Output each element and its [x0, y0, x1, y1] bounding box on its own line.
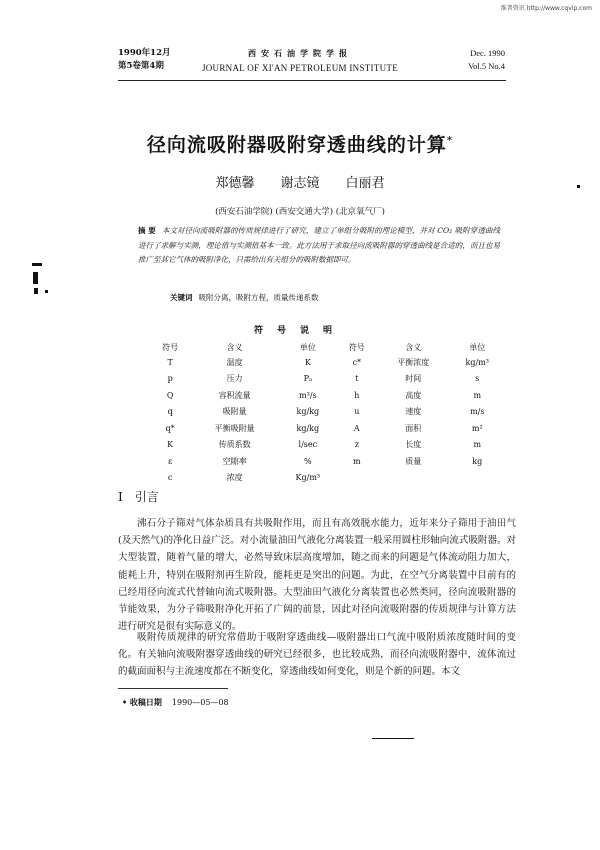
table-cell: kg — [472, 456, 483, 466]
header-cell: 含义 — [405, 342, 422, 352]
table-row — [150, 470, 505, 487]
watermark: 维普资讯 http://www.cqvip.com — [500, 5, 592, 12]
header-cell: 单位 — [469, 342, 486, 352]
table-cell: 浓度 — [226, 473, 243, 483]
scan-mark — [34, 288, 38, 294]
table-cell: ε — [168, 456, 173, 466]
table-cell: q* — [165, 423, 175, 433]
title-text: 径向流吸附器吸附穿透曲线的计算 — [146, 134, 447, 156]
section-title: 引言 — [134, 490, 159, 504]
header-divider — [118, 80, 506, 81]
author-list — [0, 172, 600, 191]
footnote-label: • 收稿日期 — [122, 697, 162, 707]
table-cell: % — [304, 456, 312, 466]
table-cell: m — [473, 440, 482, 450]
table-cell: 容积流量 — [218, 390, 251, 400]
table-cell: 时间 — [405, 374, 422, 384]
footnote-date: 1990—05—08 — [171, 698, 229, 707]
keywords — [170, 292, 319, 303]
page-title — [0, 130, 600, 157]
symbols-header-row — [150, 340, 505, 354]
table-row — [150, 453, 505, 470]
table-cell — [377, 470, 450, 487]
table-cell — [450, 470, 505, 487]
table-cell: z — [354, 440, 359, 450]
journal-name-cn: 西安石油学院学报 — [248, 48, 352, 58]
header-cell: 单位 — [299, 342, 316, 352]
body-paragraph: 沸石分子筛对气体杂质具有共吸附作用，而且有高效脱水能力，近年来分子筛用于油田气(及天然气)的净化日益广泛。对小流量油田气液化分离装置一般采用圆柱形轴向流式吸附器。对大型装置，随着气量的增大，必然导致床层高度增加，随之而来的问题是气体流动阻力加大，能耗上升，特别在吸附剂再生阶段，能耗更是突出的问题。为此，在空气分离装置中目前有的已经用径向流式代替轴向流式吸附器。大型油田气液化分离装置也必然类同，径向流吸附器的节能效果，为分子筛吸附净化开拓了广阔的前景，因此对径向流吸附器的传质规律与计算方法进行研究是很有实际意义的。 — [118, 518, 516, 633]
table-cell: 速度 — [405, 407, 422, 417]
page-end-dash — [372, 738, 414, 739]
symbols-title: 符号说明 — [253, 326, 346, 336]
body-paragraph: 吸附传质规律的研究常借助于吸附穿透曲线—吸附器出口气流中吸附质浓度随时间的变化。有关轴向流吸附器穿透曲线的研究已经很多，也比较成熟，而径向流吸附器中，流体流过的截面面积与主流速度都在不断变化，穿透曲线如何变化，则是个新的问题。本文 — [118, 632, 516, 678]
body-paragraph-1-block — [118, 515, 516, 635]
table-cell: p — [167, 374, 173, 384]
table-cell: l/sec — [298, 440, 318, 450]
symbols-table — [150, 340, 505, 486]
table-cell: u — [354, 407, 360, 417]
table-cell: m² — [471, 423, 483, 433]
table-cell: kg/kg — [296, 423, 320, 433]
table-cell: m³/s — [299, 390, 317, 400]
header-date-en: Dec. 1990 — [470, 48, 505, 58]
table-cell: 吸附量 — [222, 407, 247, 417]
table-cell: Pₐ — [303, 374, 313, 384]
table-cell: 质量 — [405, 456, 422, 466]
table-row — [150, 404, 505, 421]
header-right — [468, 47, 505, 73]
table-cell: 平衡浓度 — [397, 357, 430, 367]
journal-name-en: JOURNAL OF XI'AN PETROLEUM INSTITUTE — [201, 63, 399, 73]
author-1: 郑德馨 — [215, 176, 255, 191]
table-cell: kg/m³ — [465, 357, 489, 367]
table-cell: Q — [166, 390, 174, 400]
table-cell: m/s — [470, 407, 485, 417]
table-cell: m — [353, 456, 361, 466]
keywords-text: 吸附分离，吸附方程，质量传递系数 — [198, 293, 319, 302]
table-row — [150, 354, 505, 371]
table-cell: kg/kg — [296, 407, 320, 417]
table-cell: c — [167, 473, 173, 483]
scan-mark — [32, 263, 42, 266]
table-cell: s — [475, 374, 480, 384]
table-cell: h — [354, 390, 360, 400]
table-cell: 传质系数 — [218, 440, 251, 450]
header-volume-cn: 第5卷第4期 — [118, 61, 164, 71]
body-paragraph-2-block — [118, 629, 516, 681]
abstract-label: 摘 要 — [138, 226, 156, 235]
table-row — [150, 371, 505, 388]
table-cell: 空隙率 — [222, 456, 247, 466]
section-heading — [118, 488, 171, 505]
table-cell: 长度 — [405, 440, 422, 450]
header-center — [200, 48, 400, 73]
keywords-label: 关键词 — [170, 293, 193, 302]
title-footnote-mark: * — [446, 135, 454, 147]
table-cell: K — [304, 357, 311, 367]
table-row — [150, 437, 505, 454]
author-3: 白丽君 — [345, 176, 385, 191]
table-cell — [337, 470, 377, 487]
table-cell: 压力 — [226, 374, 243, 384]
table-cell: t — [355, 374, 359, 384]
header-cell: 含义 — [226, 342, 243, 352]
table-cell: 面积 — [405, 423, 422, 433]
scan-mark — [45, 290, 48, 293]
table-cell: A — [353, 423, 360, 433]
author-2: 谢志镜 — [280, 176, 320, 191]
table-cell: 高度 — [405, 390, 422, 400]
abstract-text: 本文对径向流吸附器的传质规律进行了研究，建立了单组分吸附的理论模型，并对 CO₂ 吸附穿透曲线进行了求解与实测，理论值与实测值基本一致。此方法用于求取径向流吸附器的穿透曲线是合适的，而且也易推广至其它气体的吸附净化，只需给出有关组分的吸附数据即可。 — [138, 226, 500, 264]
table-cell: 温度 — [226, 357, 243, 367]
header-left — [118, 47, 171, 73]
footnote-divider — [118, 688, 228, 689]
affiliations: (西安石油学院) (西安交通大学) (北京氧气厂) — [215, 207, 385, 217]
footnote — [122, 697, 229, 708]
table-cell: m — [473, 390, 482, 400]
table-cell: Kg/m³ — [295, 473, 321, 483]
table-cell: T — [167, 357, 173, 367]
scan-mark — [577, 185, 580, 188]
header-date-cn: 1990年12月 — [118, 48, 171, 58]
scan-mark — [33, 272, 38, 284]
header-cell: 符号 — [162, 342, 179, 352]
table-cell: q — [167, 407, 173, 417]
section-number: Ⅰ — [118, 490, 123, 504]
table-cell: c* — [352, 357, 362, 367]
header-volume-en: Vol.5 No.4 — [468, 61, 505, 71]
table-row — [150, 387, 505, 404]
table-row — [150, 420, 505, 437]
header-cell: 符号 — [348, 342, 365, 352]
abstract — [138, 224, 500, 268]
table-cell: 平衡吸附量 — [214, 423, 255, 433]
table-cell: K — [167, 440, 174, 450]
